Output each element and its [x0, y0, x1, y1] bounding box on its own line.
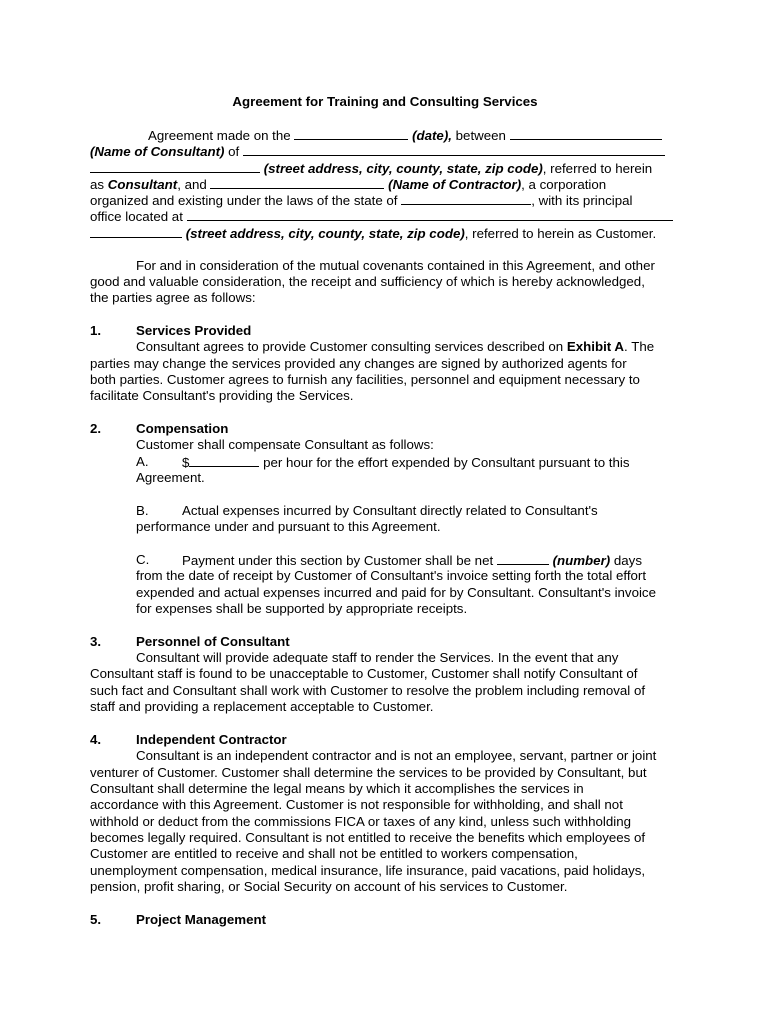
- section-number: 2.: [90, 421, 102, 436]
- section-4-line: unemployment compensation, medical insurance, life insurance, paid vacations, paid holidays,: [90, 863, 646, 878]
- address-placeholder-2: (street address, city, county, state, zip code): [185, 226, 465, 241]
- section-3-line: Consultant staff is found to be unacceptable to Customer, Customer shall notify Consultant of: [90, 666, 638, 681]
- section-4-line: withhold or deduct from the commissions FICA or taxes of any kind, unless such withholding: [90, 814, 631, 829]
- section-number: 4.: [90, 732, 102, 747]
- section-heading: Personnel of Consultant: [136, 634, 290, 649]
- hourly-rate-blank[interactable]: [189, 454, 259, 467]
- consideration-line: good and valuable consideration, the receipt and sufficiency of which is hereby acknowledged,: [90, 274, 645, 289]
- consultant-term: Consultant: [107, 177, 178, 192]
- section-number: 5.: [90, 912, 102, 927]
- section-3-line: Consultant will provide adequate staff to render the Services. In the event that any: [136, 650, 619, 665]
- section-number: 1.: [90, 323, 102, 338]
- section-heading: Project Management: [136, 912, 267, 927]
- clause-b-label: B.: [136, 503, 149, 518]
- exhibit-reference: Exhibit A: [566, 339, 625, 354]
- contractor-name-blank[interactable]: [210, 176, 384, 189]
- preamble-line-4: as Consultant, and (Name of Contractor), a corporation: [90, 177, 607, 192]
- party-blank[interactable]: [510, 127, 662, 140]
- section-heading: Services Provided: [136, 323, 252, 338]
- section-1-line: parties may change the services provided any changes are signed by authorized agents for: [90, 356, 627, 371]
- section-1-line: Consultant agrees to provide Customer consulting services described on Exhibit A. The: [136, 339, 655, 354]
- consideration-line: the parties agree as follows:: [90, 290, 256, 305]
- state-blank[interactable]: [401, 192, 531, 205]
- clause-a-text-2: Agreement.: [136, 470, 205, 485]
- consultant-name-blank[interactable]: [243, 143, 665, 156]
- clause-b-text-2: performance under and pursuant to this Agreement.: [136, 519, 441, 534]
- name-of-contractor-placeholder: (Name of Contractor): [388, 177, 522, 192]
- office-address-blank-2[interactable]: [90, 225, 182, 238]
- date-blank[interactable]: [294, 127, 408, 140]
- name-of-consultant-placeholder: (Name of Consultant): [90, 144, 225, 159]
- section-1-line: both parties. Customer agrees to furnish any facilities, personnel and equipment necessary to: [90, 372, 640, 387]
- section-2-intro: Customer shall compensate Consultant as follows:: [136, 437, 434, 452]
- consultant-address-blank[interactable]: [90, 160, 260, 173]
- clause-b-text: Actual expenses incurred by Consultant directly related to Consultant's: [182, 503, 598, 518]
- clause-c-text: Payment under this section by Customer shall be net (number) days: [182, 553, 642, 568]
- preamble-line-2: (Name of Consultant) of: [90, 143, 665, 160]
- date-placeholder: (date),: [412, 128, 452, 143]
- section-4-line: becomes legally required. Consultant is not entitled to receive the benefits which employees of: [90, 830, 646, 845]
- section-4-line: Consultant shall determine the legal means by which it accomplishes the services in: [90, 781, 584, 796]
- section-4-line: accordance with this Agreement. Customer is not responsible for withholding, and shall not: [90, 797, 623, 812]
- preamble-line-7: (street address, city, county, state, zip code), referred to herein as Customer.: [90, 225, 656, 242]
- section-4-line: pension, profit sharing, or Social Security on account of his services to Customer.: [90, 879, 568, 894]
- clause-c-line: from the date of receipt by Customer of Consultant's invoice setting forth the total effort: [136, 568, 647, 583]
- section-number: 3.: [90, 634, 102, 649]
- address-placeholder-1: (street address, city, county, state, zip code): [263, 161, 543, 176]
- clause-c-line: for expenses shall be supported by appropriate receipts.: [136, 601, 468, 616]
- section-1-line: facilitate Consultant's providing the Services.: [90, 388, 354, 403]
- preamble-line-5: organized and existing under the laws of the state of , with its principal: [90, 193, 633, 208]
- section-3-line: such fact and Consultant shall work with Customer to resolve the problem including removal of: [90, 683, 646, 698]
- section-4-line: Customer are entitled to receive and shall not be entitled to workers compensation,: [90, 846, 578, 861]
- clause-c-line: expended and actual expenses incurred and paid for by Consultant. Consultant's invoice: [136, 585, 656, 600]
- net-days-blank[interactable]: [497, 552, 549, 565]
- office-address-blank[interactable]: [187, 208, 673, 221]
- section-heading: Independent Contractor: [136, 732, 287, 747]
- preamble-line-3: (street address, city, county, state, zip code), referred to herein: [90, 160, 652, 177]
- consideration-line: For and in consideration of the mutual covenants contained in this Agreement, and other: [136, 258, 655, 273]
- section-3-line: staff and providing a replacement acceptable to Customer.: [90, 699, 434, 714]
- preamble-line-1: Agreement made on the (date), between: [148, 127, 662, 144]
- preamble-line-6: office located at: [90, 208, 673, 225]
- section-heading: Compensation: [136, 421, 229, 436]
- clause-a-line: A.: [136, 454, 149, 469]
- clause-a-text: $ per hour for the effort expended by Consultant pursuant to this: [182, 455, 630, 470]
- section-4-line: Consultant is an independent contractor and is not an employee, servant, partner or joint: [136, 748, 657, 763]
- clause-c-label: C.: [136, 552, 150, 567]
- number-placeholder: (number): [552, 553, 611, 568]
- section-4-line: venturer of Customer. Customer shall determine the services to be provided by Consultant, but: [90, 765, 647, 780]
- document-title: Agreement for Training and Consulting Services: [232, 94, 538, 109]
